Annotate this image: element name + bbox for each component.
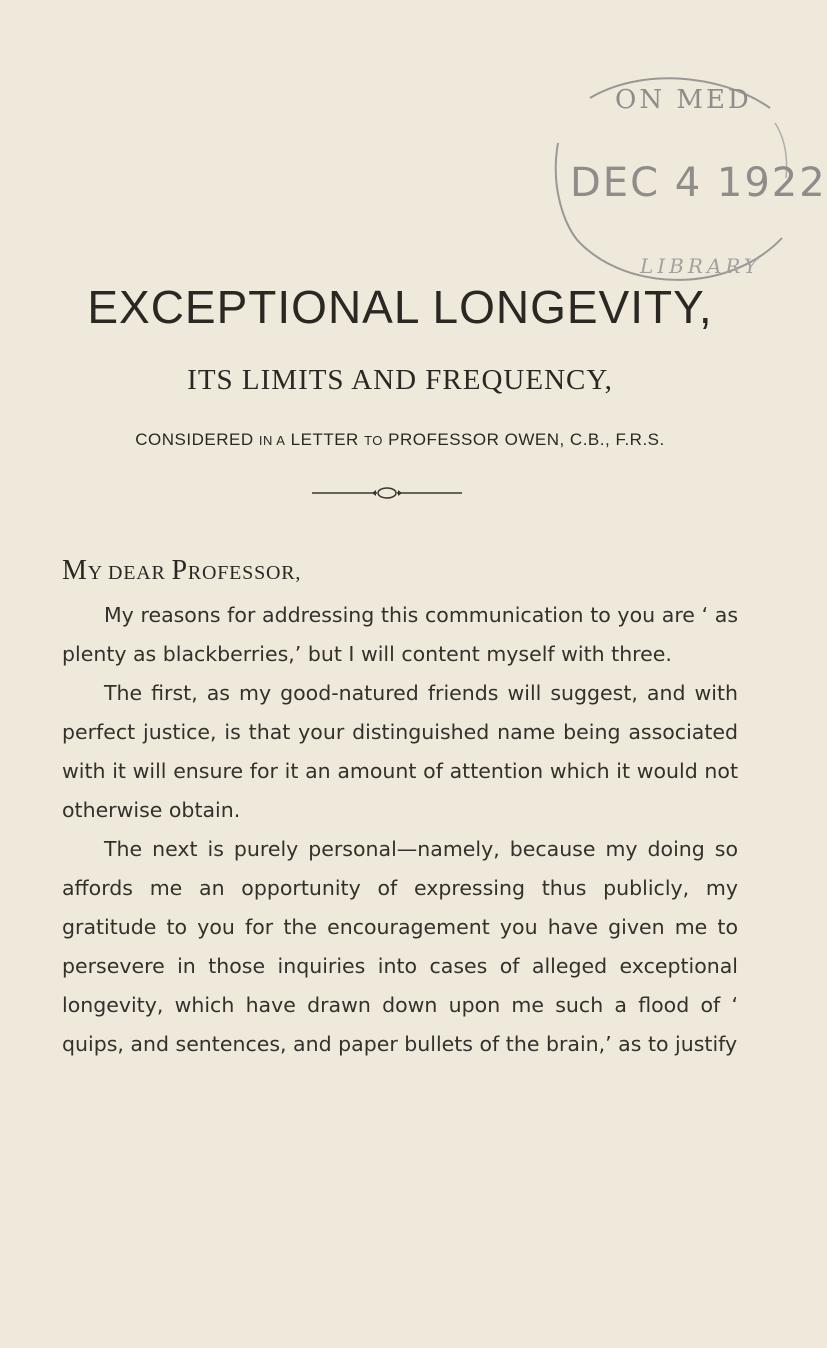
paragraph-1: My reasons for addressing this communication to you are ‘ as plenty as blackberries,’ but I will content myself with three. <box>62 603 738 666</box>
stamp-bottom-text: LIBRARY <box>640 254 762 278</box>
salutation-y-dear: Y DEAR <box>87 562 172 584</box>
salutation-initial-m: M <box>62 555 88 586</box>
considered-in-a: IN A <box>258 433 286 448</box>
stamp-arc-text: ON MED <box>615 85 752 115</box>
paragraph-3: The next is purely personal—namely, because my doing so affords me an opportunity of expressing thus publicly, my gratitude to you for the encouragement you have given me to persevere in those inquiries into cases of alleged exceptional longevity, which have drawn down upon me such a flood of ‘ quips, and sentences, and paper bullets of the brain,’ as to justify <box>62 837 738 1056</box>
letter-body <box>62 596 738 1064</box>
library-stamp <box>520 68 827 298</box>
page-subtitle: ITS LIMITS AND FREQUENCY, <box>187 364 613 396</box>
ornament-divider-icon <box>312 485 462 501</box>
salutation-rofessor: ROFESSOR, <box>187 562 302 584</box>
stamp-date: DEC 4 1922 <box>570 160 827 206</box>
dedication-line <box>0 430 800 450</box>
considered-word: CONSIDERED <box>135 430 254 449</box>
considered-letter: LETTER <box>290 430 359 449</box>
considered-to: TO <box>364 433 383 448</box>
paragraph-2: The first, as my good-natured friends will suggest, and with perfect justice, is that your distinguished name being associated with it will ensure for it an amount of attention which it would not otherwise obtain. <box>62 681 738 822</box>
page-title: EXCEPTIONAL LONGEVITY, <box>87 281 713 333</box>
salutation-initial-p: P <box>171 555 188 586</box>
considered-recipient: PROFESSOR OWEN, C.B., F.R.S. <box>388 430 665 449</box>
salutation <box>62 555 301 587</box>
